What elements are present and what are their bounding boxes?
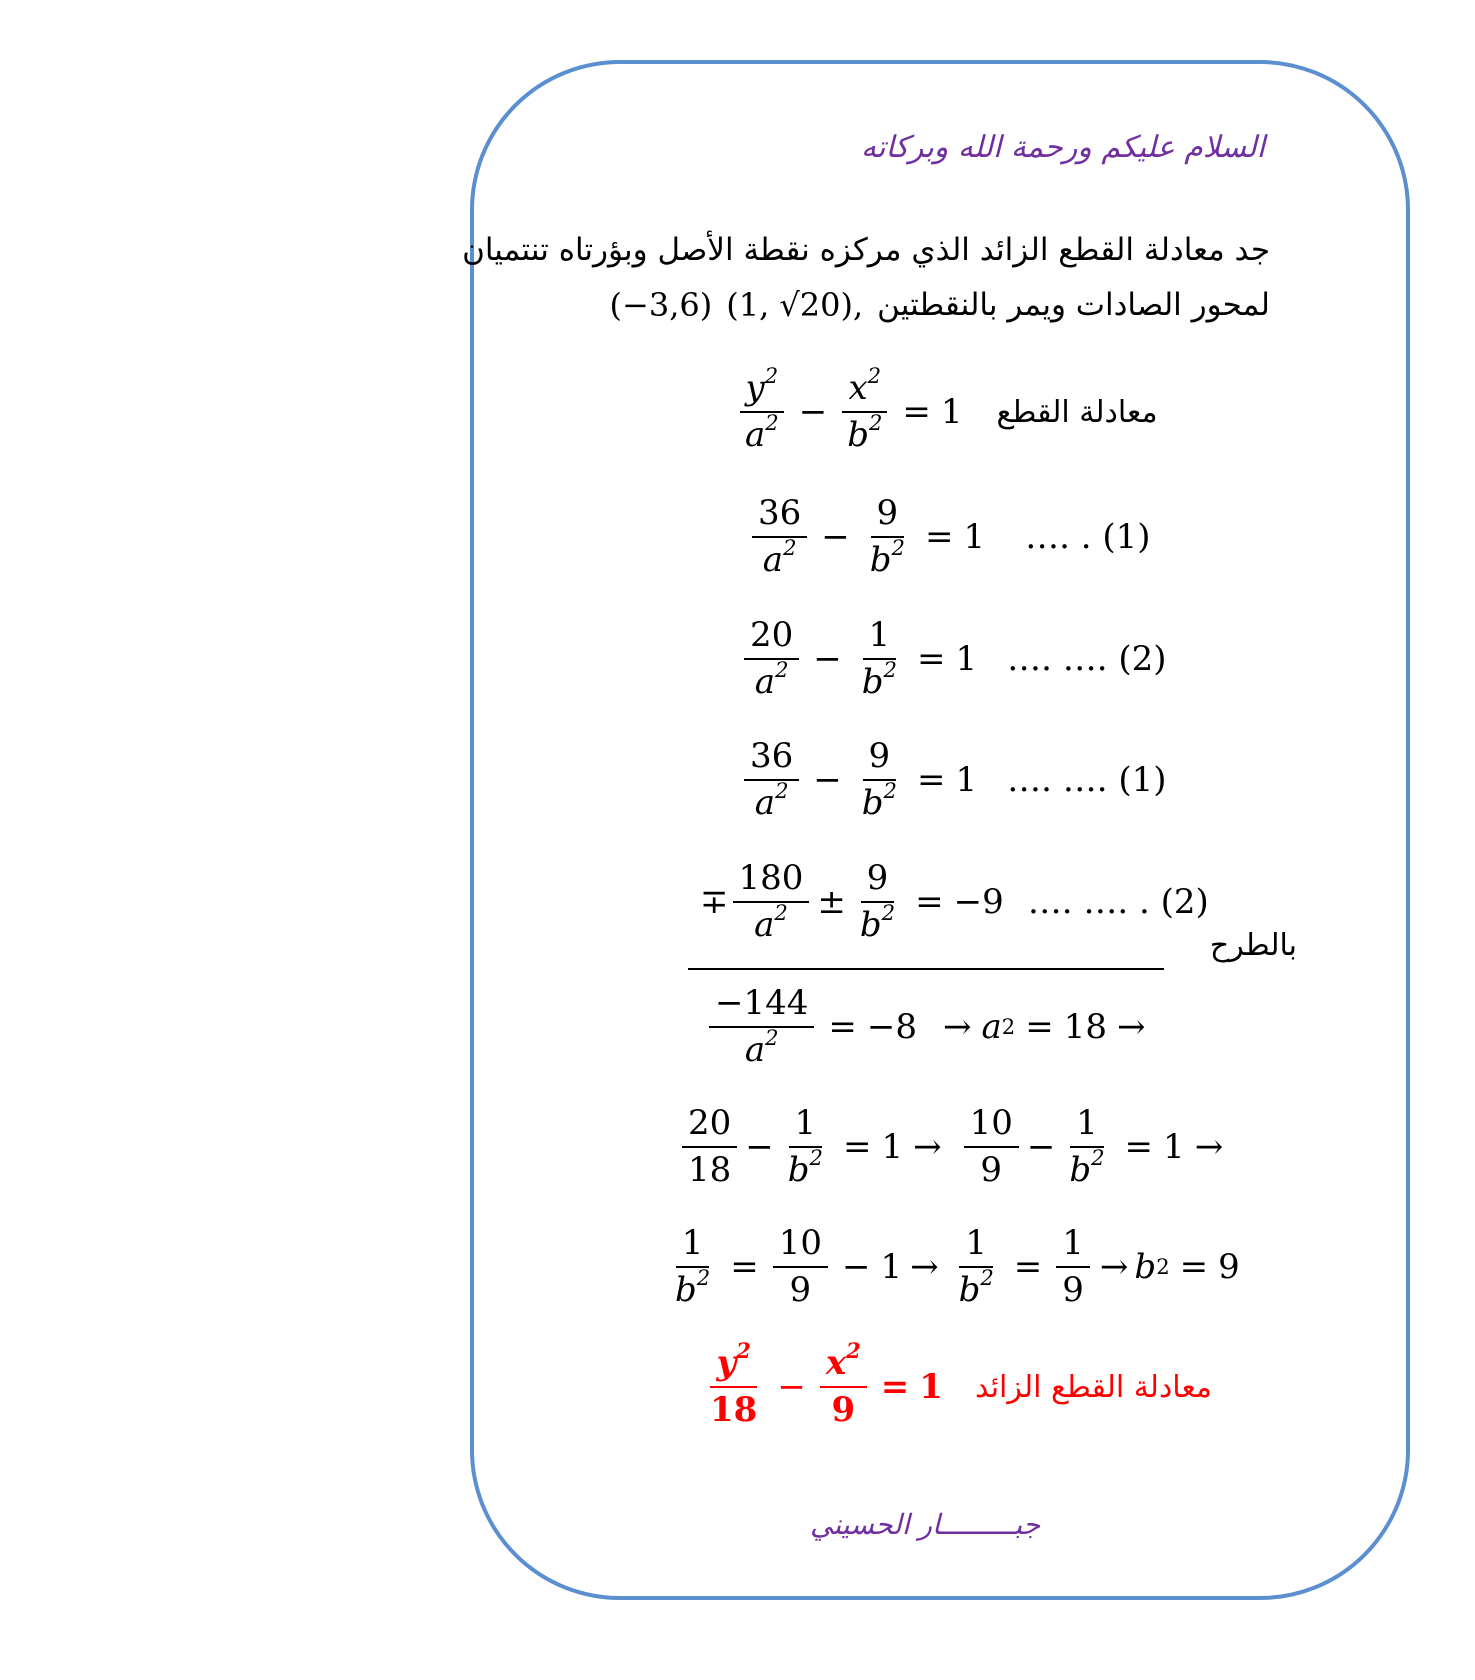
problem-line-2: [610, 286, 1270, 324]
result-a-row: [705, 985, 1155, 1070]
equation-1-row: [748, 495, 1151, 580]
equation-2: $\frac{20}{a^2}$ − $\frac{1}{b^2}$ = 1 …. …. (2): [740, 617, 1167, 702]
equation-2-row: [740, 617, 1167, 702]
step-b2: $\frac{1}{b^2}$ = $\frac{10}{9}$ − 1 → $\frac{1}{b^2}$ = $\frac{1}{9}$ → b 2 = 9: [675, 1223, 1240, 1311]
result-a: $\frac{-144}{a^2}$ = −8 → a 2 = 18 →: [705, 985, 1155, 1070]
equation-2-scaled-row: [700, 860, 1209, 945]
equation-1-repeat: $\frac{36}{a^2}$ − $\frac{9}{b^2}$ = 1 …. …. (1): [740, 738, 1167, 823]
general-equation-row: [735, 363, 1158, 456]
general-equation: $\frac{y^2}{a^2}$ − $\frac{x^2}{b^2}$ = 1: [735, 370, 963, 455]
equation-1: $\frac{36}{a^2}$ − $\frac{9}{b^2}$ = 1 …. . (1): [748, 495, 1151, 580]
final-label: معادلة القطع الزائد: [974, 1369, 1212, 1405]
equation-label: معادلة القطع: [996, 394, 1158, 430]
step-b1-row: [678, 1105, 1233, 1190]
subtraction-label: بالطرح: [1209, 928, 1297, 963]
step-b2-row: [665, 1225, 1240, 1310]
final-equation: $\frac{y^2}{18}$ − $\frac{x^2}{9}$ = 1: [710, 1338, 943, 1431]
point-b: (−3,6): [609, 286, 713, 324]
equation-1-repeat-row: [740, 738, 1167, 823]
problem-line-1: جد معادلة القطع الزائد الذي مركزه نقطة الأصل وبؤرتاه تنتميان: [462, 232, 1270, 268]
greeting: السلام عليكم ورحمة الله وبركاته: [861, 130, 1265, 165]
final-answer-row: [700, 1338, 1212, 1431]
problem-line-2-text: لمحور الصادات ويمر بالنقطتين: [877, 287, 1270, 323]
equation-2-scaled: ∓ $\frac{180}{a^2}$ ± $\frac{9}{b^2}$ = −9 …. …. . (2): [700, 858, 1209, 946]
subtraction-line: [688, 968, 1164, 970]
step-b1: $\frac{20}{18}$ − $\frac{1}{b^2}$ = 1 → $\frac{10}{9}$ − $\frac{1}{b^2}$ = 1 →: [678, 1105, 1233, 1190]
point-a: (1, √20),: [726, 286, 864, 324]
signature: جبـــــــــار الحسيني: [810, 1508, 1041, 1541]
